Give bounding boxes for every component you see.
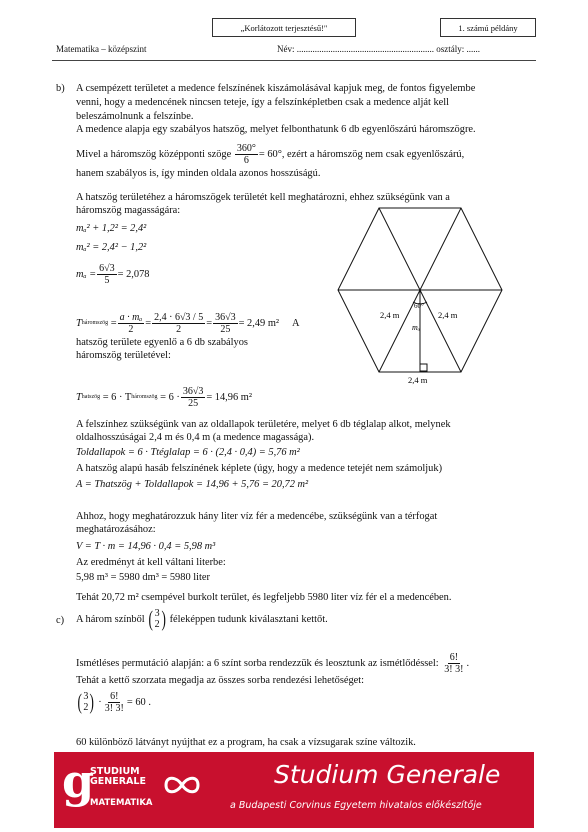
triangle-area-result: = 2,49 m² [238, 318, 280, 329]
paragraph-c1 [76, 606, 328, 632]
banner-subtitle: a Budapesti Corvinus Egyetem hivatalos előkészítője [230, 800, 482, 811]
paragraph-b3 [76, 143, 464, 166]
paragraph-c3: Tehát a kettő szorzata megadja az összes sorba rendezési lehetőséget: [76, 675, 365, 686]
paragraph-c2: Ismétléses permutáció alapján: a 6 színt sorba rendezzük és leosztunk az ismétlődéssel: $\frac{6!}{3! 3!}$ . [76, 652, 470, 675]
paragraph-b2: A medence alapja egy szabályos hatszög, melyet felbonthatunk 6 db egyenlőszárú háromszögre. [76, 124, 476, 135]
logo-line-1: STUDIUM [90, 766, 140, 777]
paragraph-b8-line2: meghatározásához: [76, 524, 156, 535]
hexagon-area-result: = 14,96 m² [206, 392, 252, 403]
paragraph-b5-line1: hatszög területe egyenlő a 6 db szabályos [76, 337, 248, 348]
paragraph-b6-line1: A felszínhez szükségünk van az oldallapok területére, melyet 6 db téglalap alkot, melynek [76, 419, 451, 430]
height-numerator: 6√3 [99, 263, 115, 274]
binom2-left-paren: ( [77, 689, 82, 714]
paragraph-b3-end: = 60°, ezért a háromszög nem csak egyenlőszárú, [258, 149, 465, 160]
right-angle-mark [420, 364, 427, 371]
equation-total: ( 3 2 ) · $\frac{6!}{3! 3!}$ = 60 . [77, 689, 151, 714]
paragraph-c2-text: Ismétléses permutáció alapján: a 6 színt sorba rendezzük és leosztunk az ismétlődéssel: [76, 658, 439, 669]
paragraph-b10: Tehát 20,72 m² csempével burkolt terület, és legfeljebb 5980 liter víz fér el a medencében. [76, 592, 452, 603]
triangle-f2-denominator: 2 [176, 324, 182, 335]
binomial [155, 608, 160, 630]
paragraph-b4-line1: A hatszög területéhez a háromszögek területét kell meghatározni, ehhez szükségünk van a [76, 192, 450, 203]
paragraph-b3-start: Mivel a háromszög középponti szöge [76, 149, 232, 160]
paragraph-b3-line2: hanem szabályos is, így minden oldala azonos hosszúságú. [76, 168, 321, 179]
paragraph-b9: Az eredményt át kell váltani literbe: [76, 557, 226, 568]
equation-volume: V = T · m = 14,96 · 0,4 = 5,98 m³ [76, 541, 216, 552]
infinity-icon [162, 774, 202, 796]
paragraph-b1-line1: A csempézett területet a medence felszínének kiszámolásával kapjuk meg, de fontos figyelembe [76, 83, 476, 94]
central-angle-fraction [235, 143, 258, 166]
paragraph-b1-line2: venni, hogy a medencének nincsen teteje, így a felszínképletben csak a medence alját kell [76, 97, 450, 108]
name-class-field: Név: ............................................................. osztály: ...... [277, 44, 480, 54]
paragraph-b8-line1: Ahhoz, hogy meghatározzuk hány liter víz fér a medencébe, szükségünk van a térfogat [76, 511, 438, 522]
header-rule [52, 60, 536, 61]
triangle-area-symbol: T [76, 318, 82, 329]
hexagon-denominator: 25 [188, 398, 199, 409]
distribution-stamp: „Korlátozott terjesztésű!" [212, 18, 356, 37]
angle-denominator: 6 [243, 155, 249, 166]
equation-hexagon-area: T hatszög = 6 · T háromszög = 6 · $\frac{36√3}{25}$ = 14,96 m² [76, 386, 252, 409]
base-label: 2,4 m [408, 375, 428, 385]
copy-number-box: 1. számú példány [440, 18, 536, 37]
binom-left-paren: ( [148, 606, 154, 631]
hexagon-area-subscript: hatszög [81, 394, 101, 400]
triangle-fraction-1 [118, 312, 145, 335]
logo-line-3: MATEMATIKA [90, 798, 153, 808]
paragraph-b5-start: A [292, 318, 300, 329]
equation-surface: A = Thatszög + Toldallapok = 14,96 + 5,76 = 20,72 m² [76, 479, 309, 490]
total-fraction [103, 691, 126, 714]
angle-label: 60° [414, 302, 424, 310]
equation-height-1: mₐ² + 1,2² = 2,4² [76, 223, 147, 234]
paragraph-c1-start: A három színből [76, 613, 145, 625]
triangle-f1-numerator: a · mₐ [119, 312, 143, 323]
footer-banner [54, 752, 534, 828]
section-b-label: b) [56, 83, 65, 94]
binomial-2 [83, 691, 88, 713]
triangle-f1-denominator: 2 [128, 324, 134, 335]
height-fraction [97, 263, 117, 286]
total-denominator: 3! 3! [104, 702, 124, 714]
binomial-2-bottom: 2 [83, 702, 89, 713]
paragraph-b5-line2: háromszög területével: [76, 350, 171, 361]
side-right-label: 2,4 m [438, 310, 458, 320]
angle-numerator: 360° [236, 143, 256, 154]
hexagon-area-symbol: T [76, 392, 82, 403]
binom-right-paren: ) [161, 606, 166, 631]
paragraph-c1-end: féleképpen tudunk kiválasztani kettőt. [169, 613, 328, 625]
permutation-numerator: 6! [449, 652, 459, 663]
hexagon-diagram [300, 190, 545, 385]
binomial-top: 3 [154, 608, 160, 619]
triangle-fraction-3 [213, 312, 238, 335]
subject-label: Matematika – középszint [56, 44, 147, 54]
equation-side-area: Toldallapok = 6 · Ttéglalap = 6 · (2,4 · 0,4) = 5,76 m² [76, 447, 300, 458]
logo-text [90, 767, 146, 787]
binomial-bottom: 2 [154, 619, 160, 630]
binom2-right-paren: ) [89, 689, 95, 714]
total-numerator: 6! [110, 690, 119, 702]
paragraph-b7: A hatszög alapú hasáb felszínének képlete (úgy, hogy a medence tetejét nem számoljuk) [76, 463, 443, 474]
equation-height-2: mₐ² = 2,4² − 1,2² [76, 242, 147, 253]
equation-convert: 5,98 m³ = 5980 dm³ = 5980 liter [76, 572, 210, 583]
hexagon-fraction [181, 386, 206, 409]
height-rhs: = 2,078 [117, 269, 150, 280]
hexagon-numerator: 36√3 [182, 386, 204, 397]
paragraph-b4-line2: háromszög magasságára: [76, 205, 181, 216]
triangle-area-subscript: háromszög [81, 320, 109, 326]
equation-triangle-area: T háromszög = $\frac{\text{a · mₐ}}{2}$ = $\frac{2,4 \cdot 6√3 / 5}{2}$ = $\frac{36√3}{25}$ = 2,49 m² A [76, 312, 300, 335]
total-result: = 60 . [126, 696, 151, 708]
triangle-f3-numerator: 36√3 [215, 312, 236, 323]
height-label: mₐ [412, 323, 421, 332]
triangle-fraction-2 [152, 312, 205, 335]
height-denominator: 5 [104, 275, 110, 286]
hexagon-area-mid: = 6 · T [102, 392, 132, 403]
section-c-label: c) [56, 615, 65, 626]
hexagon-area-mid-subscript: háromszög [131, 394, 158, 400]
logo-g-icon: g [62, 754, 95, 808]
paragraph-c5: 60 különböző látványt nyújthat ez a program, ha csak a vízsugarak színe változik. [76, 737, 416, 748]
triangle-f3-denominator: 25 [220, 324, 231, 335]
paragraph-b6-line2: oldalhosszúságai 2,4 m és 0,4 m (a medence magassága). [76, 432, 315, 443]
equation-height-3 [76, 263, 150, 286]
permutation-fraction [442, 652, 465, 675]
height-lhs: mₐ = [76, 269, 97, 280]
binomial-2-top: 3 [83, 691, 89, 702]
paragraph-b1-line3: beleszámolnunk a felszínbe. [76, 111, 194, 122]
logo-line-2: GENERALE [90, 776, 146, 787]
permutation-denominator: 3! 3! [444, 664, 464, 675]
banner-title: Studium Generale [274, 760, 501, 789]
triangle-f2-numerator: 2,4 · 6√3 / 5 [154, 312, 204, 323]
side-left-label: 2,4 m [380, 310, 400, 320]
